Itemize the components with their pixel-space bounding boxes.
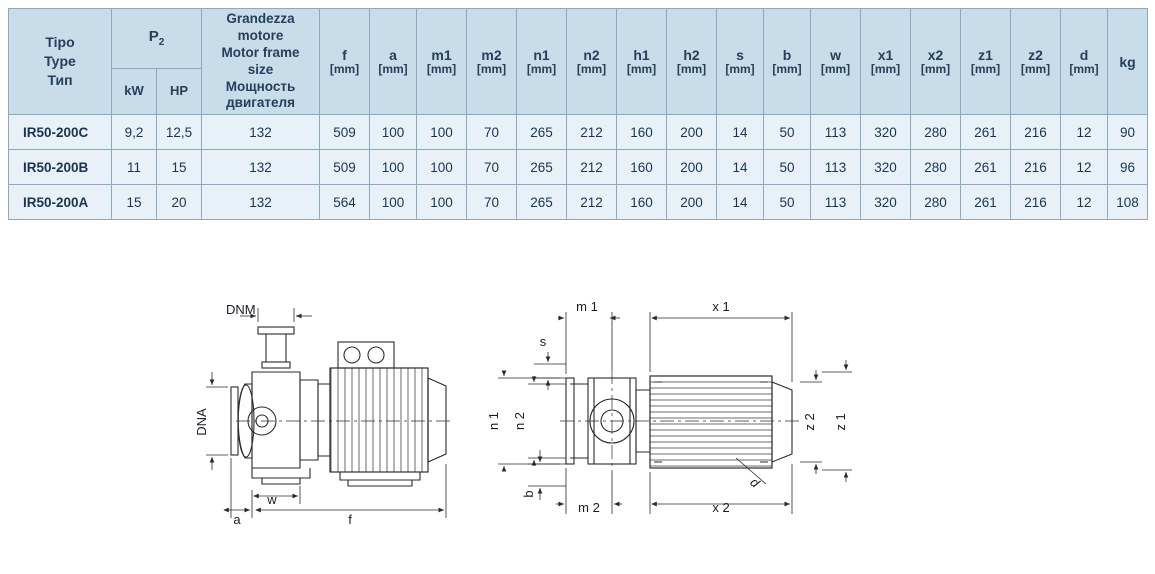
cell-h1: 160 <box>617 115 667 150</box>
cell-frame: 132 <box>202 115 320 150</box>
cell-z1: 261 <box>961 185 1011 220</box>
cell-s: 14 <box>717 115 764 150</box>
cell-hp: 20 <box>157 185 202 220</box>
header-unit-kw: kW <box>112 68 157 115</box>
header-unit-z1: [mm] <box>970 61 1001 76</box>
cell-z2: 216 <box>1011 115 1061 150</box>
cell-m1: 100 <box>417 185 467 220</box>
cell-s: 14 <box>717 150 764 185</box>
header-col-m1 <box>417 9 467 115</box>
cell-w: 113 <box>811 185 861 220</box>
pump-dimension-drawing <box>0 272 1155 574</box>
header-col-x1 <box>861 9 911 115</box>
header-unit-z2: [mm] <box>1020 61 1051 76</box>
cell-b: 50 <box>764 115 811 150</box>
header-unit-m1: [mm] <box>426 61 457 76</box>
header-sym-m1: m1 <box>431 46 452 63</box>
cell-type: IR50-200C <box>9 115 112 150</box>
cell-h2: 200 <box>667 115 717 150</box>
header-unit-s: [mm] <box>725 61 755 76</box>
header-unit-x1: [mm] <box>870 61 901 76</box>
cell-z1: 261 <box>961 150 1011 185</box>
left-view-labels <box>194 302 352 527</box>
cell-a: 100 <box>370 185 417 220</box>
cell-n1: 265 <box>517 115 567 150</box>
header-sym-n2: n2 <box>583 46 600 63</box>
cell-kw: 15 <box>112 185 157 220</box>
header-col-z2 <box>1011 9 1061 115</box>
header-frame-it-1: Grandezza <box>226 11 295 26</box>
cell-hp: 15 <box>157 150 202 185</box>
cell-d: 12 <box>1061 115 1108 150</box>
cell-f: 509 <box>320 115 370 150</box>
label-m1: m 1 <box>576 299 598 314</box>
cell-x2: 280 <box>911 185 961 220</box>
label-dnm: DNM <box>226 302 256 317</box>
header-frame-en-2: size <box>247 61 274 77</box>
cell-n2: 212 <box>567 150 617 185</box>
header-sym-b: b <box>782 46 792 63</box>
label-a: a <box>233 512 241 527</box>
label-f: f <box>348 512 352 527</box>
cell-z1: 261 <box>961 115 1011 150</box>
cell-kg: 108 <box>1108 185 1148 220</box>
header-type-en: Type <box>44 53 76 70</box>
header-unit-h1: [mm] <box>626 61 657 76</box>
header-unit-d: [mm] <box>1069 61 1099 76</box>
header-type-it: Tipo <box>45 34 75 51</box>
header-sym-d: d <box>1079 46 1089 63</box>
header-col-d <box>1061 9 1108 115</box>
cell-d: 12 <box>1061 150 1108 185</box>
spec-table-container <box>0 0 1155 220</box>
cell-m2: 70 <box>467 150 517 185</box>
cell-m2: 70 <box>467 185 517 220</box>
cell-kw: 11 <box>112 150 157 185</box>
header-type <box>9 9 112 115</box>
cell-s: 14 <box>717 185 764 220</box>
table-row <box>9 185 1148 220</box>
header-sym-h1: h1 <box>633 46 650 63</box>
cell-a: 100 <box>370 115 417 150</box>
header-sym-kg: kg <box>1119 53 1136 70</box>
cell-m1: 100 <box>417 115 467 150</box>
header-unit-h2: [mm] <box>676 61 707 76</box>
cell-h2: 200 <box>667 185 717 220</box>
cell-m2: 70 <box>467 115 517 150</box>
header-motor-frame <box>202 9 320 115</box>
header-col-h1 <box>617 9 667 115</box>
label-x2: x 2 <box>712 500 730 515</box>
cell-w: 113 <box>811 150 861 185</box>
header-p2 <box>112 9 202 69</box>
left-side-view <box>231 327 452 486</box>
cell-x2: 280 <box>911 115 961 150</box>
header-unit-n1: [mm] <box>526 61 557 76</box>
technical-drawing <box>0 272 1155 574</box>
header-unit-x2: [mm] <box>920 61 951 76</box>
cell-type: IR50-200A <box>9 185 112 220</box>
header-sym-s: s <box>736 46 744 63</box>
dimensions-table <box>8 8 1148 220</box>
cell-f: 509 <box>320 150 370 185</box>
header-col-n1 <box>517 9 567 115</box>
label-z1: z 1 <box>833 413 848 431</box>
header-unit-m2: [mm] <box>476 61 507 76</box>
cell-x2: 280 <box>911 150 961 185</box>
header-col-m2 <box>467 9 517 115</box>
header-col-f <box>320 9 370 115</box>
cell-kg: 96 <box>1108 150 1148 185</box>
header-sym-a: a <box>389 46 397 63</box>
table-row <box>9 150 1148 185</box>
cell-h1: 160 <box>617 185 667 220</box>
header-col-b <box>764 9 811 115</box>
table-body <box>9 115 1148 220</box>
cell-n1: 265 <box>517 150 567 185</box>
label-n2: n 2 <box>512 411 527 431</box>
header-p2-symbol: P <box>148 28 159 46</box>
header-sym-w: w <box>830 46 841 63</box>
header-unit-f: [mm] <box>329 61 360 76</box>
cell-n2: 212 <box>567 115 617 150</box>
label-n1: n 1 <box>486 411 501 431</box>
cell-f: 564 <box>320 185 370 220</box>
cell-kw: 9,2 <box>112 115 157 150</box>
header-sym-h2: h2 <box>683 46 700 63</box>
header-unit-hp: HP <box>157 68 202 115</box>
right-top-view <box>560 370 800 472</box>
header-frame-it-2: motore <box>237 27 284 43</box>
header-unit-b: [mm] <box>772 61 802 76</box>
label-z2: z 2 <box>802 413 817 431</box>
cell-x1: 320 <box>861 150 911 185</box>
header-col-x2 <box>911 9 961 115</box>
header-col-n2 <box>567 9 617 115</box>
header-sym-z1: z1 <box>978 46 993 63</box>
label-s: s <box>539 334 547 349</box>
header-sym-x1: x1 <box>877 46 894 63</box>
header-sym-x2: x2 <box>927 46 944 63</box>
header-sym-z2: z2 <box>1028 46 1043 63</box>
label-w: w <box>267 492 277 507</box>
header-sym-n1: n1 <box>533 46 550 63</box>
header-col-a <box>370 9 417 115</box>
cell-kg: 90 <box>1108 115 1148 150</box>
header-unit-n2: [mm] <box>576 61 607 76</box>
cell-z2: 216 <box>1011 150 1061 185</box>
cell-b: 50 <box>764 150 811 185</box>
cell-m1: 100 <box>417 150 467 185</box>
cell-w: 113 <box>811 115 861 150</box>
header-col-w <box>811 9 861 115</box>
header-col-z1 <box>961 9 1011 115</box>
cell-hp: 12,5 <box>157 115 202 150</box>
header-col-kg <box>1108 9 1148 115</box>
cell-frame: 132 <box>202 185 320 220</box>
header-col-h2 <box>667 9 717 115</box>
cell-n1: 265 <box>517 185 567 220</box>
table-row <box>9 115 1148 150</box>
cell-frame: 132 <box>202 150 320 185</box>
cell-d: 12 <box>1061 185 1108 220</box>
header-frame-en-1: Motor frame <box>221 44 300 60</box>
cell-z2: 216 <box>1011 185 1061 220</box>
cell-x1: 320 <box>861 115 911 150</box>
cell-h2: 200 <box>667 150 717 185</box>
header-unit-a: [mm] <box>378 61 408 76</box>
label-x1: x 1 <box>712 299 730 314</box>
cell-type: IR50-200B <box>9 150 112 185</box>
header-sym-f: f <box>342 46 347 63</box>
header-p2-subscript: 2 <box>158 37 165 49</box>
table-header-row-1 <box>9 9 1148 69</box>
header-col-s <box>717 9 764 115</box>
label-d: d <box>747 474 763 491</box>
header-unit-w: [mm] <box>820 61 851 76</box>
header-sym-m2: m2 <box>481 46 502 63</box>
label-dna: DNA <box>194 408 209 436</box>
cell-n2: 212 <box>567 185 617 220</box>
cell-h1: 160 <box>617 150 667 185</box>
header-frame-ru-1: Мощность <box>225 78 296 94</box>
header-frame-ru-2: двигателя <box>226 95 295 111</box>
header-type-ru: Тип <box>47 72 73 89</box>
label-b: b <box>521 490 536 498</box>
label-m2: m 2 <box>578 500 600 515</box>
cell-a: 100 <box>370 150 417 185</box>
cell-b: 50 <box>764 185 811 220</box>
cell-x1: 320 <box>861 185 911 220</box>
